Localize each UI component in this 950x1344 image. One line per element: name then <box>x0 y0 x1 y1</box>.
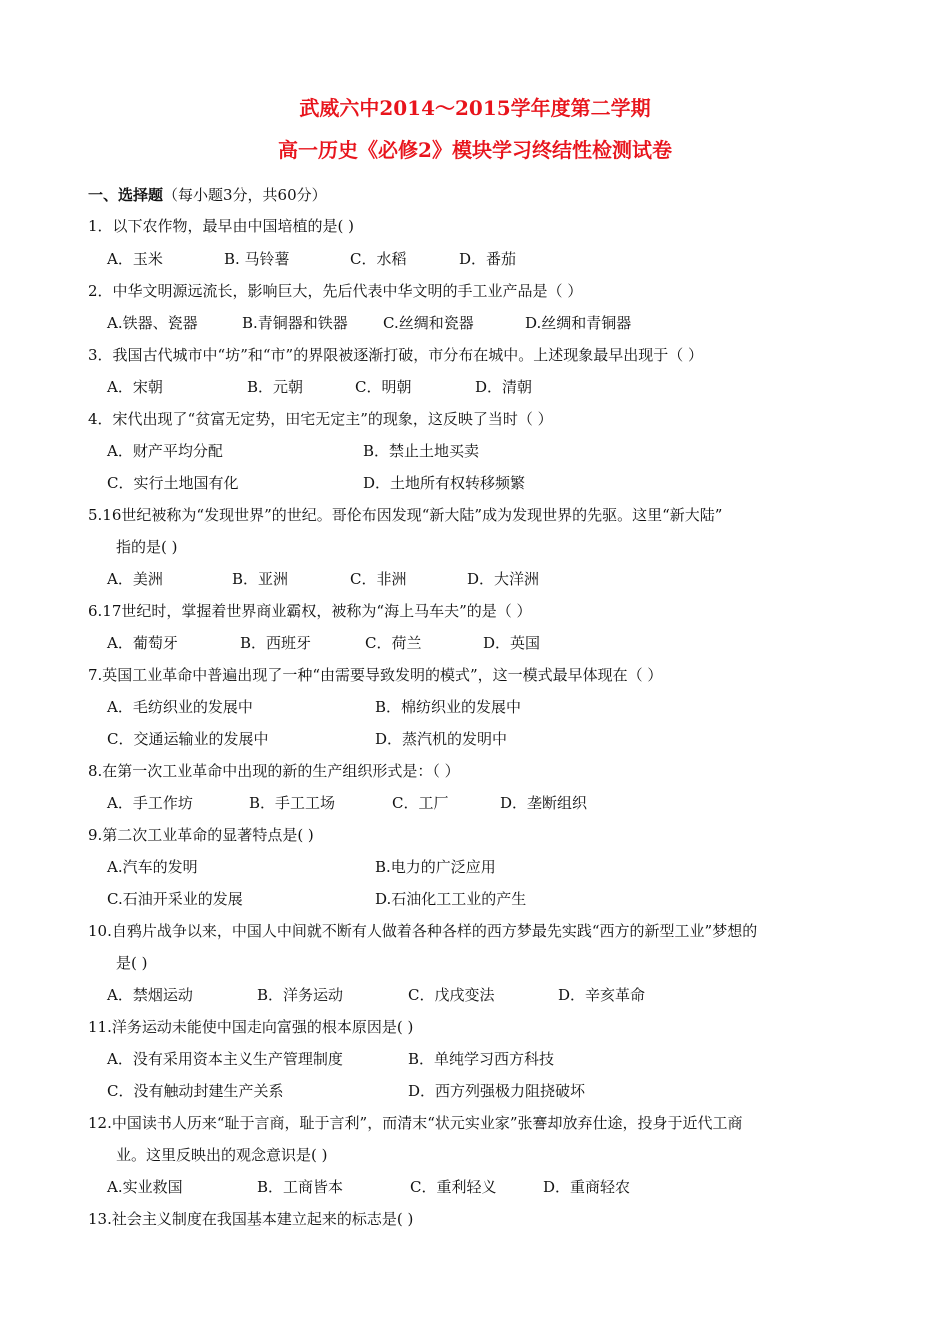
question-1-option-a: A．玉米 <box>107 250 163 268</box>
question-9-option-b: B.电力的广泛应用 <box>375 858 496 876</box>
question-11-option-a: A．没有采用资本主义生产管理制度 <box>107 1050 343 1068</box>
question-7-option-c: C．交通运输业的发展中 <box>107 730 269 748</box>
question-9-option-d: D.石油化工工业的产生 <box>375 890 527 908</box>
question-1-option-b: B. 马铃薯 <box>224 250 290 268</box>
question-5-option-b: B．亚洲 <box>232 570 289 588</box>
question-8-option-d: D．垄断组织 <box>500 794 588 812</box>
question-7-option-d: D．蒸汽机的发明中 <box>375 730 508 748</box>
question-10-option-a: A．禁烟运动 <box>107 986 193 1004</box>
question-12-option-a: A.实业救国 <box>107 1178 183 1196</box>
question-8-option-c: C．工厂 <box>392 794 449 812</box>
question-1-option-d: D．番茄 <box>459 250 517 268</box>
question-5-option-a: A．美洲 <box>107 570 163 588</box>
question-9-option-c: C.石油开采业的发展 <box>107 890 243 908</box>
exam-title-line2: 高一历史《必修2》模块学习终结性检测试卷 <box>278 138 672 162</box>
question-10-stem: 10.自鸦片战争以来，中国人中间就不断有人做着各种各样的西方梦最先实践“西方的新型工业”梦想的 <box>88 922 758 940</box>
question-11-option-b: B．单纯学习西方科技 <box>408 1050 555 1068</box>
question-6-option-b: B．西班牙 <box>240 634 312 652</box>
section-name: 一、选择题 <box>88 186 164 204</box>
question-3-option-d: D．清朝 <box>475 378 533 396</box>
question-11-option-c: C．没有触动封建生产关系 <box>107 1082 284 1100</box>
question-12-option-b: B．工商皆本 <box>257 1178 344 1196</box>
question-12-stem: 12.中国读书人历来“耻于言商，耻于言利”，而清末“状元实业家”张謇却放弃仕途，投身于近代工商 <box>88 1114 743 1132</box>
question-5-option-d: D．大洋洲 <box>467 570 540 588</box>
question-2-option-d: D.丝绸和青铜器 <box>525 314 632 332</box>
question-3-stem: 3．我国古代城市中“坊”和“市”的界限被逐渐打破，市分布在城中。上述现象最早出现于（ ） <box>88 346 703 364</box>
question-8-option-b: B．手工工场 <box>249 794 336 812</box>
question-1-stem: 1．以下农作物，最早由中国培植的是( ) <box>88 217 355 235</box>
question-10-option-d: D．辛亥革命 <box>558 986 646 1004</box>
question-10-stem-continued: 是( ) <box>116 954 148 972</box>
section-heading <box>88 184 327 206</box>
question-3-option-a: A．宋朝 <box>107 378 163 396</box>
question-10-option-b: B．洋务运动 <box>257 986 344 1004</box>
question-13-stem: 13.社会主义制度在我国基本建立起来的标志是( ) <box>88 1210 414 1228</box>
question-6-option-c: C．荷兰 <box>365 634 422 652</box>
question-10-option-c: C．戊戌变法 <box>408 986 495 1004</box>
question-7-stem: 7.英国工业革命中普遍出现了一种“由需要导致发明的模式”，这一模式最早体现在（ ） <box>88 666 663 684</box>
question-1-option-c: C．水稻 <box>350 250 407 268</box>
section-note: （每小题3分，共60分） <box>163 186 327 204</box>
question-5-stem-continued: 指的是( ) <box>116 538 178 556</box>
question-5-stem: 5.16世纪被称为“发现世界”的世纪。哥伦布因发现“新大陆”成为发现世界的先驱。这里“新大陆” <box>88 506 723 524</box>
question-8-option-a: A．手工作坊 <box>107 794 193 812</box>
question-6-option-a: A．葡萄牙 <box>107 634 178 652</box>
question-3-option-c: C．明朝 <box>355 378 412 396</box>
question-9-stem: 9.第二次工业革命的显著特点是( ) <box>88 826 314 844</box>
question-8-stem: 8.在第一次工业革命中出现的新的生产组织形式是：（ ） <box>88 762 460 780</box>
question-9-option-a: A.汽车的发明 <box>107 858 198 876</box>
question-5-option-c: C．非洲 <box>350 570 407 588</box>
question-12-option-d: D．重商轻农 <box>543 1178 631 1196</box>
question-4-option-d: D．土地所有权转移频繁 <box>363 474 526 492</box>
question-4-stem: 4．宋代出现了“贫富无定势，田宅无定主”的现象，这反映了当时（ ） <box>88 410 553 428</box>
question-4-option-c: C．实行土地国有化 <box>107 474 239 492</box>
question-4-option-b: B．禁止土地买卖 <box>363 442 480 460</box>
question-2-option-b: B.青铜器和铁器 <box>242 314 348 332</box>
question-4-option-a: A．财产平均分配 <box>107 442 223 460</box>
question-3-option-b: B．元朝 <box>247 378 304 396</box>
question-12-option-c: C．重利轻义 <box>410 1178 497 1196</box>
question-12-stem-continued: 业。这里反映出的观念意识是( ) <box>116 1146 328 1164</box>
question-7-option-a: A．毛纺织业的发展中 <box>107 698 253 716</box>
question-2-stem: 2．中华文明源远流长，影响巨大，先后代表中华文明的手工业产品是（ ） <box>88 282 583 300</box>
question-11-stem: 11.洋务运动未能使中国走向富强的根本原因是( ) <box>88 1018 414 1036</box>
question-6-stem: 6.17世纪时，掌握着世界商业霸权，被称为“海上马车夫”的是（ ） <box>88 602 532 620</box>
question-11-option-d: D．西方列强极力阻挠破坏 <box>408 1082 586 1100</box>
question-6-option-d: D．英国 <box>483 634 541 652</box>
question-2-option-c: C.丝绸和瓷器 <box>383 314 474 332</box>
exam-title-line1: 武威六中2014～2015学年度第二学期 <box>299 96 651 120</box>
question-2-option-a: A.铁器、瓷器 <box>107 314 198 332</box>
question-7-option-b: B．棉纺织业的发展中 <box>375 698 522 716</box>
